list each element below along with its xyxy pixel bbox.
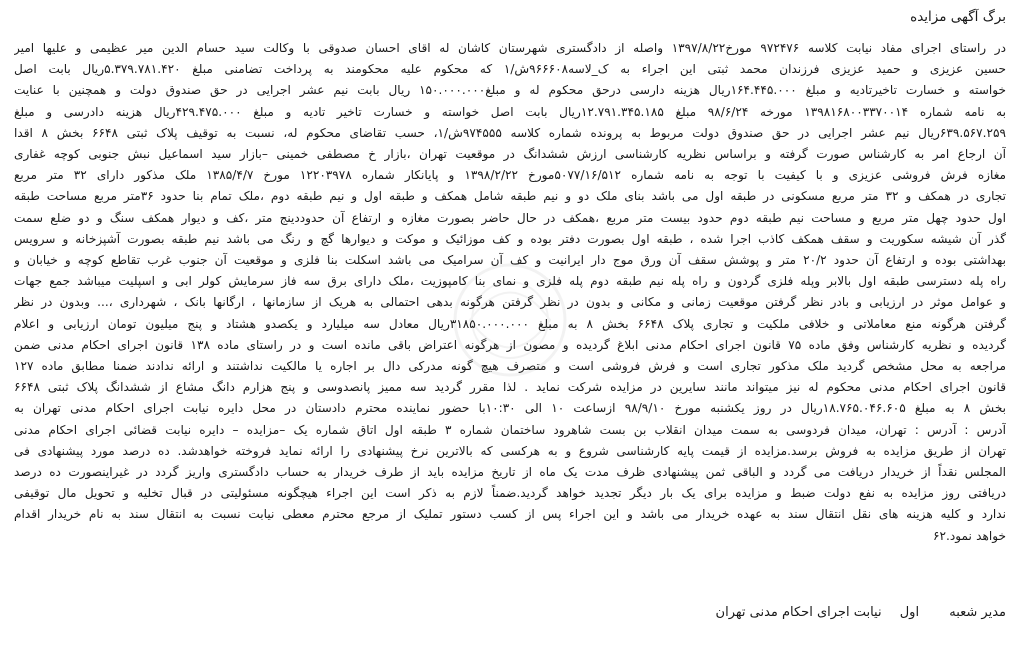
notice-line: مراجعه به محل مشخص گردید ملک مذکور تجاری است و فرش فروشی است و متصرف هیچ گونه مدرکی دال بر اجاره یا مالکیت نداشتند و ارائه ندادند ضمنا مطابق ماده ۱۲۷ [14, 359, 1006, 374]
notice-line: بهداشتی بوده و ارتفاع آن حدود ۲۰/۲ متر و پوشش سقف آن ورق موج دار ایرانیت و کف آن سرامیک می باشد اسکلت بنا فلزی و موقعیت آن جنوب غرب تقاطع کوچه و خیابان و [14, 253, 1006, 268]
signature-office: نیابت اجرای احکام مدنی تهران [715, 605, 882, 620]
notice-line: اول حدود چهل متر مربع و مساحت نیم طبقه دوم حدود بیست متر مربع ،همکف در حال حاضر بصورت مغازه و ارتفاع آن حدوددینج متر ،کف و دیوار همکف سنگ و دو ضلع سمت [14, 210, 1006, 225]
signature-role: مدیر شعبه [949, 605, 1006, 620]
notice-line: خواسته و خسارت تاخیرتادیه و مبلغ ۱۶۴.۴۴۵.۰۰۰ریال هزینه دارسی درحق محکوم له و مبلغ۱۵۰.۰۰۰.۰۰۰ ریال بابت نیم عشر اجرایی در حق صندوق دولت و همچنین با عنایت [14, 83, 1006, 98]
notice-line: راه پله دسترسی طبقه اول بالابر وپله فلزی گردون و راه پله نیم طبقه دوم پله فلزی و نمای بنا کامپوزیت ،ملک دارای برق سه فاز سرمایش کولر ابی و اسپلیت میباشد جمع جهات [14, 274, 1006, 289]
notice-line: بخش ۸ به مبلغ ۱۸.۷۶۵.۰۴۶.۶۰۵ریال در روز یکشنبه مورخ ۹۸/۹/۱۰ ازساعت ۱۰ الی ۱۰:۳۰با حضور نماینده محترم دادستان در محل دایره نیابت اجرای احکام مدنی تهران به [14, 401, 1006, 416]
notice-line: در راستای اجرای مفاد نیابت کلاسه ۹۷۲۴۷۶ مورخ۱۳۹۷/۸/۲۲ واصله از دادگستری شهرستان کاشان له اقای احسان صدوقی با وکالت سید حسام الدین میر عظیمی و علیها امیر [14, 41, 1006, 55]
notice-body [14, 38, 1006, 547]
notice-line: گردیده و نظریه کارشناس وفق ماده ۷۵ قانون اجرای احکام مدنی ابلاغ گردیده و مصون از هرگونه اعتراض باقی مانده است و در راستای ماده ۱۳۸ قانون اجرای احکام مدنی ضمن [14, 337, 1006, 352]
notice-line: گذر آن شیشه سکوریت و سقف همکف کاذب اجرا شده ، طبقه اول بصورت دفتر بوده و کف موزائیک و موکت و دیوارها گچ و رنگ می باشد نیم طبقه بصورت آشپزخانه و سرویس [14, 231, 1006, 246]
signature-block [716, 604, 1006, 622]
notice-line: به نامه شماره ۱۳۹۸۱۶۸۰۰۳۳۷۰۰۱۴ مورخه ۹۸/۶/۲۴ مبلغ ۱۲.۷۹۱.۳۴۵.۱۸۵ریال بابت اصل خواسته و خسارت تاخیر تادیه و مبلغ ۴۲۹.۴۷۵.۰۰۰ریال هزینه دادرسی و مبلغ [14, 104, 1006, 119]
notice-line: قانون اجرای احکام مدنی محکوم له نیز میتواند مانند سایرین در مزایده شرکت نماید . لذا مقرر گردید سه ممیز پانصدوسی و پنج هزارم دانگ مشاع از ششدانگ پلاک ثبتی ۶۶۴۸ [14, 380, 1006, 395]
notice-line: ۶۳۹.۵۶۷.۲۵۹ریال نیم عشر اجرایی در حق صندوق دولت مربوط به پرونده شماره کلاسه ۹۷۴۵۵۵ش/۱، حسب تقاضای محکوم له، نسبت به توقیف پلاک ثبتی ۶۶۴۸ بخش ۸ اقدا [14, 125, 1006, 140]
signature-rank: اول [899, 605, 920, 620]
notice-line: خواهد نمود.۶۲ [933, 528, 1006, 543]
notice-line: تجاری در همکف و ۳۲ متر مربع مسکونی در طبقه اول می باشد بنای ملک دو و نیم طبقه شامل همکف و طبقه اول و نیم طبقه دوم ،ملک تمام بنا حدود ۳۶متر مربع مساحت طبقه [14, 189, 1006, 204]
notice-line: تهران از طریق مزایده به فروش برسد.مزایده از قیمت پایه کارشناسی شروع و به هرکسی که بالاترین نرخ پیشنهادی را ارائه نماید فروخته خواهدشد. ده درصد مورد پیشنهادی فی [14, 443, 1006, 458]
notice-title: برگ آگهی مزایده [910, 9, 1006, 25]
notice-line: آن ارجاع امر به کارشناس صورت گرفته و براساس نظریه کارشناسی ارزش ششدانگ در موقعیت تهران ،بازار خ مصطفی خمینی –بازار سید اسماعیل نبش جنوبی کوچه غفاری [14, 147, 1006, 162]
notice-line: آدرس : آدرس : تهران، میدان فردوسی به سمت میدان انقلاب بن بست شاهرود ساختمان شماره ۳ طبقه اول اتاق شماره یک –مزایده – دایره نیابت قضائی اجرای احکام مدنی [14, 422, 1006, 437]
notice-line: مغازه فرش فروشی عزیزی و با کیفیت با توجه به نامه شماره ۵۰۷۷/۱۶/۵۱۲مورخ ۱۳۹۸/۲/۲۲ و پایانکار شماره ۱۲۲۰۳۹۷۸ مورخ ۱۳۸۵/۴/۷ ملک مذکور دارای ۳۲ متر مربع [14, 168, 1006, 183]
notice-line: گرفتن هرگونه منع معاملاتی و خلافی ملکیت و تجاری پلاک ۶۶۴۸ بخش ۸ به مبلغ ۳۱۸۵۰.۰۰۰.۰۰۰ریال معادل سه میلیارد و یکصدو هشتاد و پنج میلیون تومان ارزیابی و اعلام [14, 316, 1006, 331]
notice-line: دریافتی روز مزایده به نفع دولت ضبط و مزایده برای یک بار دیگر تجدید خواهد گردید.ضمناً لازم به ذکر است این اجراء هیچگونه مسئولیتی در قبال تخلیه و تحویل مال توقیفی [14, 486, 1006, 501]
notice-line: حسین عزیزی و حمید عزیزی فرزندان محمد ثبتی این اجراء به ک_لاسه۹۶۶۶۰۸ش/۱ که محکوم علیه محکومند به پرداخت تضامنی مبلغ ۵.۳۷۹.۷۸۱.۴۲۰ریال بابت اصل [14, 62, 1006, 77]
notice-line: المجلس نقداً از خریدار دریافت می گردد و الباقی ثمن پیشنهادی ظرف مدت یک ماه از تاریخ مزایده باید از طرف خریدار به حساب دادگستری واریز گردد در غیراینصورت ده درصد [14, 465, 1006, 480]
notice-line: و عوامل موثر در ارزیابی و بادر نظر گرفتن موقعیت زمانی و مکانی و بدون در نظر گرفتن هرگونه بدهی احتمالی به هریک از سازمانها ، ارگانها بانک ، شهرداری ،... وبدون در نظر [14, 295, 1006, 310]
notice-line: ندارد و کلیه هزینه های نقل انتقال سند به عهده خریدار می باشد و این اجراء پس از کسب دستور تملیک از مرجع محترم معطی نیابت نسبت به انتقال سند به نام خریدار اقدام [14, 507, 1006, 522]
